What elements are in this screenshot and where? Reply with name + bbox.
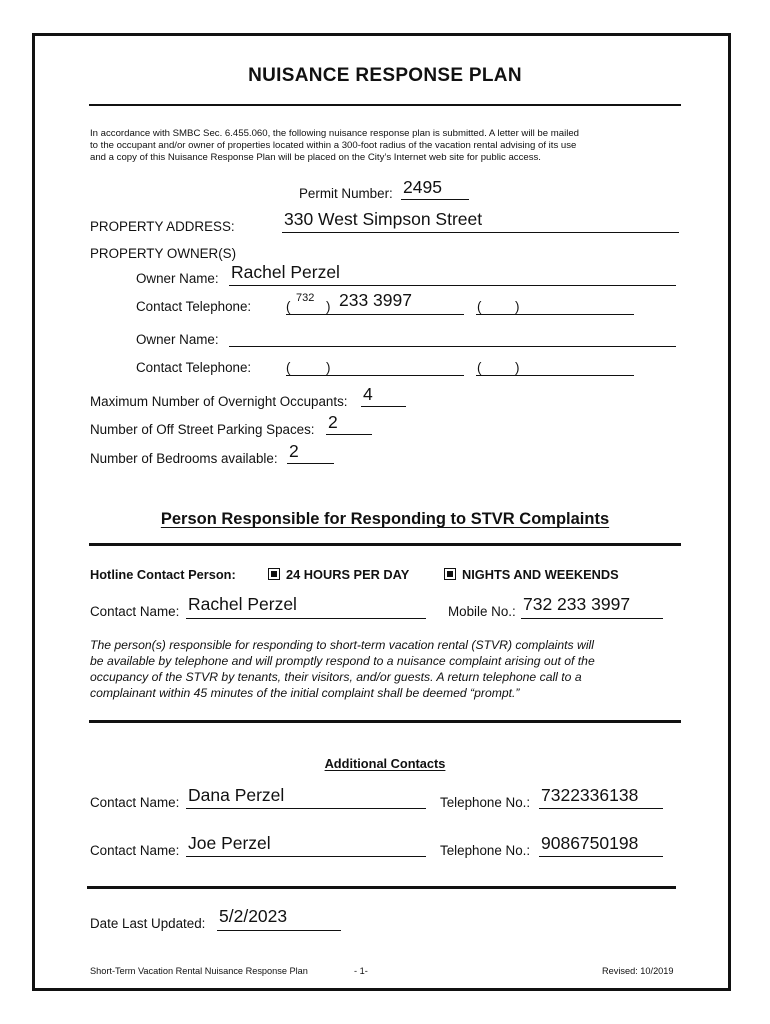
footer-page-number: - 1- <box>354 966 368 976</box>
contacts-divider <box>87 886 676 889</box>
footer-title: Short-Term Vacation Rental Nuisance Response Plan <box>90 966 308 976</box>
permit-number-value[interactable]: 2495 <box>403 177 442 197</box>
policy-line-2: be available by telephone and will promptly respond to a nuisance complaint arising out of the <box>90 654 595 668</box>
policy-line-1: The person(s) responsible for responding to short-term vacation rental (STVR) complaints will <box>90 638 594 652</box>
property-address-value[interactable]: 330 West Simpson Street <box>284 209 483 229</box>
owner-2-alt-phone-line[interactable] <box>476 375 634 376</box>
parking-value[interactable]: 2 <box>328 412 338 432</box>
additional-contact-2-name-value[interactable]: Joe Perzel <box>188 833 271 853</box>
additional-contact-2-phone-value[interactable]: 9086750198 <box>541 833 639 853</box>
paren-open-alt: ( <box>477 299 482 314</box>
intro-line-1: In accordance with SMBC Sec. 6.455.060, the following nuisance response plan is submitted. A letter will be mailed <box>90 128 580 139</box>
owner-2-name-line <box>229 346 676 347</box>
owner-1-alt-phone-line[interactable] <box>476 314 634 315</box>
additional-contact-1-name-label: Contact Name: <box>90 795 180 810</box>
owner-1-name-line <box>229 285 676 286</box>
contact-telephone-2-label: Contact Telephone: <box>136 360 252 375</box>
additional-contact-2-name-line <box>186 856 426 857</box>
permit-number-line <box>401 199 469 200</box>
option-nights-weekends-label: NIGHTS AND WEEKENDS <box>462 567 619 582</box>
intro-line-2: to the occupant and/or owner of properties located within a 300-foot radius of the vacation rental advising of its use <box>90 140 577 151</box>
date-updated-value[interactable]: 5/2/2023 <box>219 906 288 926</box>
contact-telephone-label: Contact Telephone: <box>136 299 252 314</box>
title-divider <box>89 104 681 106</box>
responsible-heading: Person Responsible for Responding to STVR Complaints <box>160 510 610 528</box>
responsible-divider <box>89 543 681 546</box>
owner-2-phone-line <box>286 375 464 376</box>
additional-contact-2-phone-label: Telephone No.: <box>440 843 531 858</box>
paren-close-2: ) <box>326 360 331 375</box>
bedrooms-value[interactable]: 2 <box>289 441 299 461</box>
additional-contact-1-phone-value[interactable]: 7322336138 <box>541 785 639 805</box>
additional-contact-2-name-label: Contact Name: <box>90 843 180 858</box>
policy-line-4: complainant within 45 minutes of the initial complaint shall be deemed “prompt.” <box>90 686 520 700</box>
owner-1-area-code[interactable]: 732 <box>296 292 315 304</box>
property-owners-label: PROPERTY OWNER(S) <box>90 246 237 261</box>
paren-open-2: ( <box>286 360 291 375</box>
option-24-hours-label: 24 HOURS PER DAY <box>286 567 410 582</box>
contact-name-line <box>186 618 426 619</box>
checkbox-24-hours-icon[interactable] <box>268 568 280 580</box>
parking-line <box>326 434 372 435</box>
mobile-value[interactable]: 732 233 3997 <box>523 594 631 614</box>
occupants-value[interactable]: 4 <box>363 384 373 404</box>
permit-number-label: Permit Number: <box>299 186 393 201</box>
paren-open-2-alt: ( <box>477 360 482 375</box>
policy-divider <box>89 720 681 723</box>
additional-contact-1-phone-line <box>539 808 663 809</box>
bedrooms-label: Number of Bedrooms available: <box>90 451 278 466</box>
owner-1-phone-value[interactable]: 233 3997 <box>339 290 412 310</box>
bedrooms-line <box>287 463 334 464</box>
document-title: NUISANCE RESPONSE PLAN <box>248 65 522 86</box>
hotline-contact-label: Hotline Contact Person: <box>90 567 236 582</box>
option-24-hours[interactable] <box>268 567 409 582</box>
occupants-label: Maximum Number of Overnight Occupants: <box>90 394 348 409</box>
owner-name-2-label: Owner Name: <box>136 332 219 347</box>
additional-contact-1-phone-label: Telephone No.: <box>440 795 531 810</box>
mobile-line <box>521 618 663 619</box>
paren-close-2-alt: ) <box>515 360 520 375</box>
date-updated-line <box>217 930 341 931</box>
option-nights-weekends[interactable] <box>444 567 619 582</box>
contact-name-value[interactable]: Rachel Perzel <box>188 594 297 614</box>
mobile-label: Mobile No.: <box>448 604 516 619</box>
intro-line-3: and a copy of this Nuisance Response Plan will be placed on the City’s Internet web site for public access. <box>90 152 541 163</box>
owner-1-phone-line <box>286 314 464 315</box>
additional-contact-1-name-line <box>186 808 426 809</box>
checkbox-nights-weekends-icon[interactable] <box>444 568 456 580</box>
property-address-line <box>282 232 679 233</box>
occupants-line <box>361 406 406 407</box>
additional-contact-1-name-value[interactable]: Dana Perzel <box>188 785 285 805</box>
owner-name-label: Owner Name: <box>136 271 219 286</box>
footer-revised: Revised: 10/2019 <box>602 966 674 976</box>
additional-contacts-heading: Additional Contacts <box>324 756 446 771</box>
property-address-label: PROPERTY ADDRESS: <box>90 219 235 234</box>
paren-close-alt: ) <box>515 299 520 314</box>
paren-close: ) <box>326 299 331 314</box>
contact-name-label: Contact Name: <box>90 604 180 619</box>
additional-contact-2-phone-line <box>539 856 663 857</box>
date-updated-label: Date Last Updated: <box>90 916 206 931</box>
owner-1-name-value[interactable]: Rachel Perzel <box>231 262 340 282</box>
policy-line-3: occupancy of the STVR by tenants, their visitors, and/or guests. A return telephone call to a <box>90 670 582 684</box>
paren-open: ( <box>286 299 291 314</box>
parking-label: Number of Off Street Parking Spaces: <box>90 422 315 437</box>
